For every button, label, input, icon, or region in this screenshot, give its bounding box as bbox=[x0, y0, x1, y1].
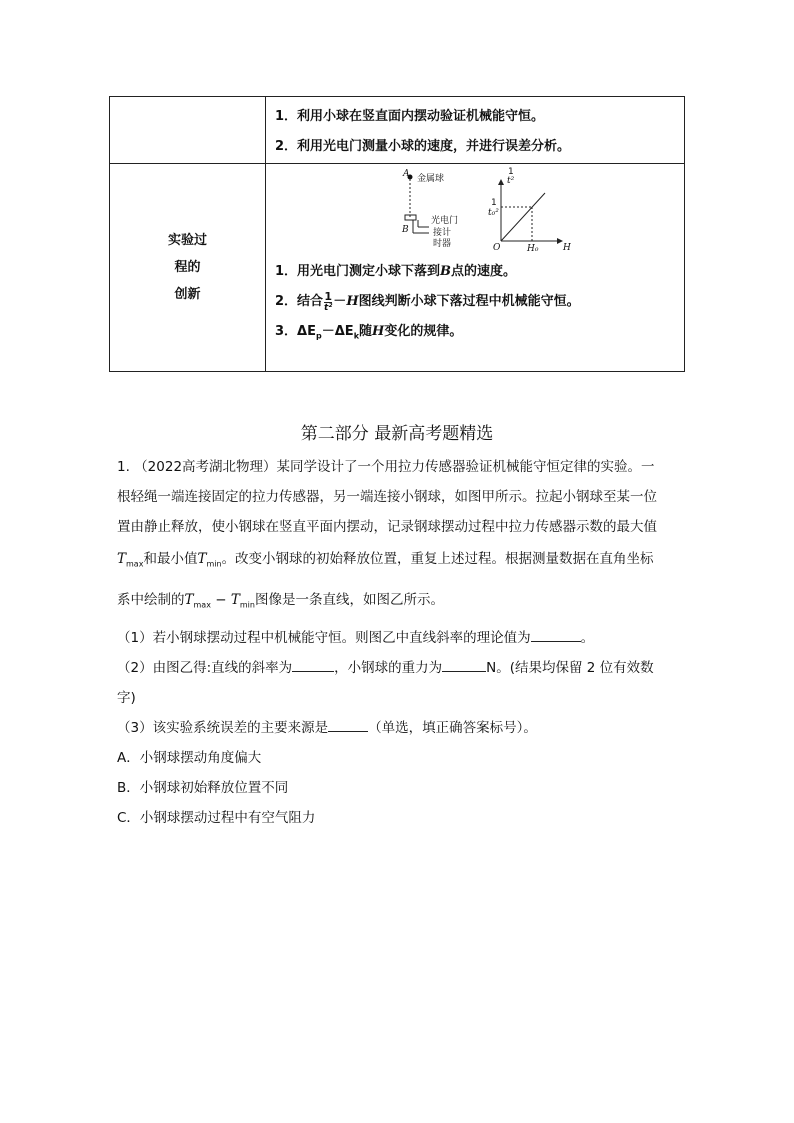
purpose-cell bbox=[266, 97, 685, 164]
var-h-2: H bbox=[372, 324, 385, 339]
row-label-empty bbox=[110, 97, 266, 164]
sub-k: k bbox=[353, 331, 360, 341]
innovation-item-3 bbox=[275, 317, 683, 352]
innovation-item-2-dash: － bbox=[333, 294, 347, 309]
subquestion-2-text: （2）由图乙得:直线的斜率为 bbox=[117, 660, 293, 677]
innovation-item-3-pre: 3．ΔE bbox=[275, 324, 316, 339]
fraction-num: 1 bbox=[324, 289, 332, 303]
t-symbol-2: T bbox=[197, 551, 207, 567]
innovation-item-2 bbox=[275, 287, 683, 317]
option-a[interactable]: A．小钢球摆动角度偏大 bbox=[117, 750, 262, 767]
fraction-one-over-t2 bbox=[324, 291, 332, 313]
question-line-5-end: 图像是一条直线，如图乙所示。 bbox=[254, 591, 444, 608]
question-line-3: 置由静止释放，使小钢球在竖直平面内摆动，记录钢球摆动过程中拉力传感器示数的最大值 bbox=[117, 519, 657, 535]
apparatus-diagram bbox=[267, 165, 687, 257]
row-label-line-2: 程的 bbox=[174, 260, 201, 275]
minus-sign: − bbox=[210, 591, 231, 608]
subquestion-2-line-2: 字) bbox=[117, 690, 136, 707]
label-b: B bbox=[402, 225, 409, 235]
innovation-item-1-end: 点的速度。 bbox=[451, 264, 517, 279]
graph-h: H bbox=[563, 243, 571, 253]
sub-max: max bbox=[126, 559, 144, 569]
purpose-item-2: 2．利用光电门测量小球的速度，并进行误差分析。 bbox=[275, 139, 571, 154]
answer-blank-2[interactable] bbox=[292, 659, 334, 672]
row-label-innovation bbox=[110, 164, 266, 372]
row-label-line-1: 实验过 bbox=[167, 233, 207, 248]
t-symbol-3: T bbox=[184, 591, 194, 608]
innovation-item-3-mid: －ΔE bbox=[321, 324, 354, 339]
question-line-4-mid: 和最小值 bbox=[143, 551, 198, 567]
label-a: A bbox=[403, 169, 410, 179]
table-row bbox=[110, 97, 685, 164]
table-row bbox=[110, 164, 685, 372]
graph-y-label-num: 1 bbox=[508, 167, 514, 177]
subquestion-3-end: （单选，填正确答案标号）。 bbox=[368, 720, 537, 737]
question-line-4 bbox=[117, 542, 677, 582]
answer-blank-1[interactable] bbox=[531, 629, 581, 642]
purpose-item-1: 1．利用小球在竖直面内摆动验证机械能守恒。 bbox=[275, 109, 545, 124]
subquestion-1-end: 。 bbox=[580, 630, 595, 647]
sub-p: p bbox=[316, 331, 322, 341]
sub-min: min bbox=[206, 559, 222, 569]
label-timer-1: 接计 bbox=[433, 228, 452, 238]
question-line-2: 根轻绳一端连接固定的拉力传感器，另一端连接小钢球，如图甲所示。拉起小钢球至某一位 bbox=[117, 489, 657, 505]
innovation-cell bbox=[266, 164, 685, 372]
sub-min-2: min bbox=[239, 600, 255, 610]
question-line-1: 1. （2022高考湖北物理）某同学设计了一个用拉力传感器验证机械能守恒定律的实验。一 bbox=[117, 459, 655, 475]
subquestion-2-end: N。(结果均保留 2 位有效数 bbox=[486, 660, 654, 677]
var-b: B bbox=[440, 264, 452, 279]
graph-line bbox=[501, 193, 545, 241]
subquestion-1 bbox=[117, 623, 677, 653]
answer-blank-4[interactable] bbox=[328, 719, 368, 732]
question-line-5 bbox=[117, 582, 677, 624]
row-label-line-3: 创新 bbox=[174, 287, 201, 302]
innovation-item-3-end: 变化的规律。 bbox=[384, 324, 463, 339]
t-symbol: T bbox=[117, 551, 127, 567]
innovation-item-1 bbox=[275, 257, 683, 287]
experiment-figure bbox=[267, 165, 683, 257]
answer-blank-3[interactable] bbox=[442, 659, 486, 672]
fraction-den: t² bbox=[324, 302, 333, 313]
label-timer-2: 时器 bbox=[433, 239, 452, 249]
graph-y-mark-den: t₀² bbox=[488, 208, 499, 218]
label-metal-ball: 金属球 bbox=[417, 174, 445, 184]
subquestion-2-mid: ，小钢球的重力为 bbox=[334, 660, 443, 677]
var-h: H bbox=[346, 294, 359, 309]
graph-y-mark-num: 1 bbox=[491, 198, 497, 208]
label-photogate: 光电门 bbox=[431, 216, 459, 226]
summary-table bbox=[109, 96, 685, 372]
y-arrow bbox=[498, 179, 504, 185]
innovation-item-3-mid2: 随 bbox=[359, 324, 373, 339]
innovation-item-1-text: 1．用光电门测定小球下落到 bbox=[275, 264, 441, 279]
graph-h0: H₀ bbox=[527, 244, 539, 254]
subquestion-3 bbox=[117, 713, 677, 743]
question-1 bbox=[117, 452, 677, 833]
subquestion-1-text: （1）若小钢球摆动过程中机械能守恒。则图乙中直线斜率的理论值为 bbox=[117, 630, 531, 647]
innovation-item-2-end: 图线判断小球下落过程中机械能守恒。 bbox=[358, 294, 580, 309]
question-line-4-end: 。改变小钢球的初始释放位置，重复上述过程。根据测量数据在直角坐标 bbox=[221, 551, 654, 567]
sub-max-2: max bbox=[193, 600, 211, 610]
subquestion-3-text: （3）该实验系统误差的主要来源是 bbox=[117, 720, 329, 737]
t-symbol-4: T bbox=[230, 591, 240, 608]
section-heading: 第二部分 最新高考题精选 bbox=[300, 424, 494, 444]
option-b[interactable]: B．小钢球初始释放位置不同 bbox=[117, 780, 289, 797]
subquestion-2 bbox=[117, 653, 677, 683]
graph-y-label-den: t² bbox=[507, 176, 515, 186]
innovation-item-2-pre: 2．结合 bbox=[275, 294, 324, 309]
option-c[interactable]: C．小钢球摆动过程中有空气阻力 bbox=[117, 810, 316, 827]
graph-origin: O bbox=[493, 243, 501, 253]
question-line-5-pre: 系中绘制的 bbox=[117, 591, 185, 608]
